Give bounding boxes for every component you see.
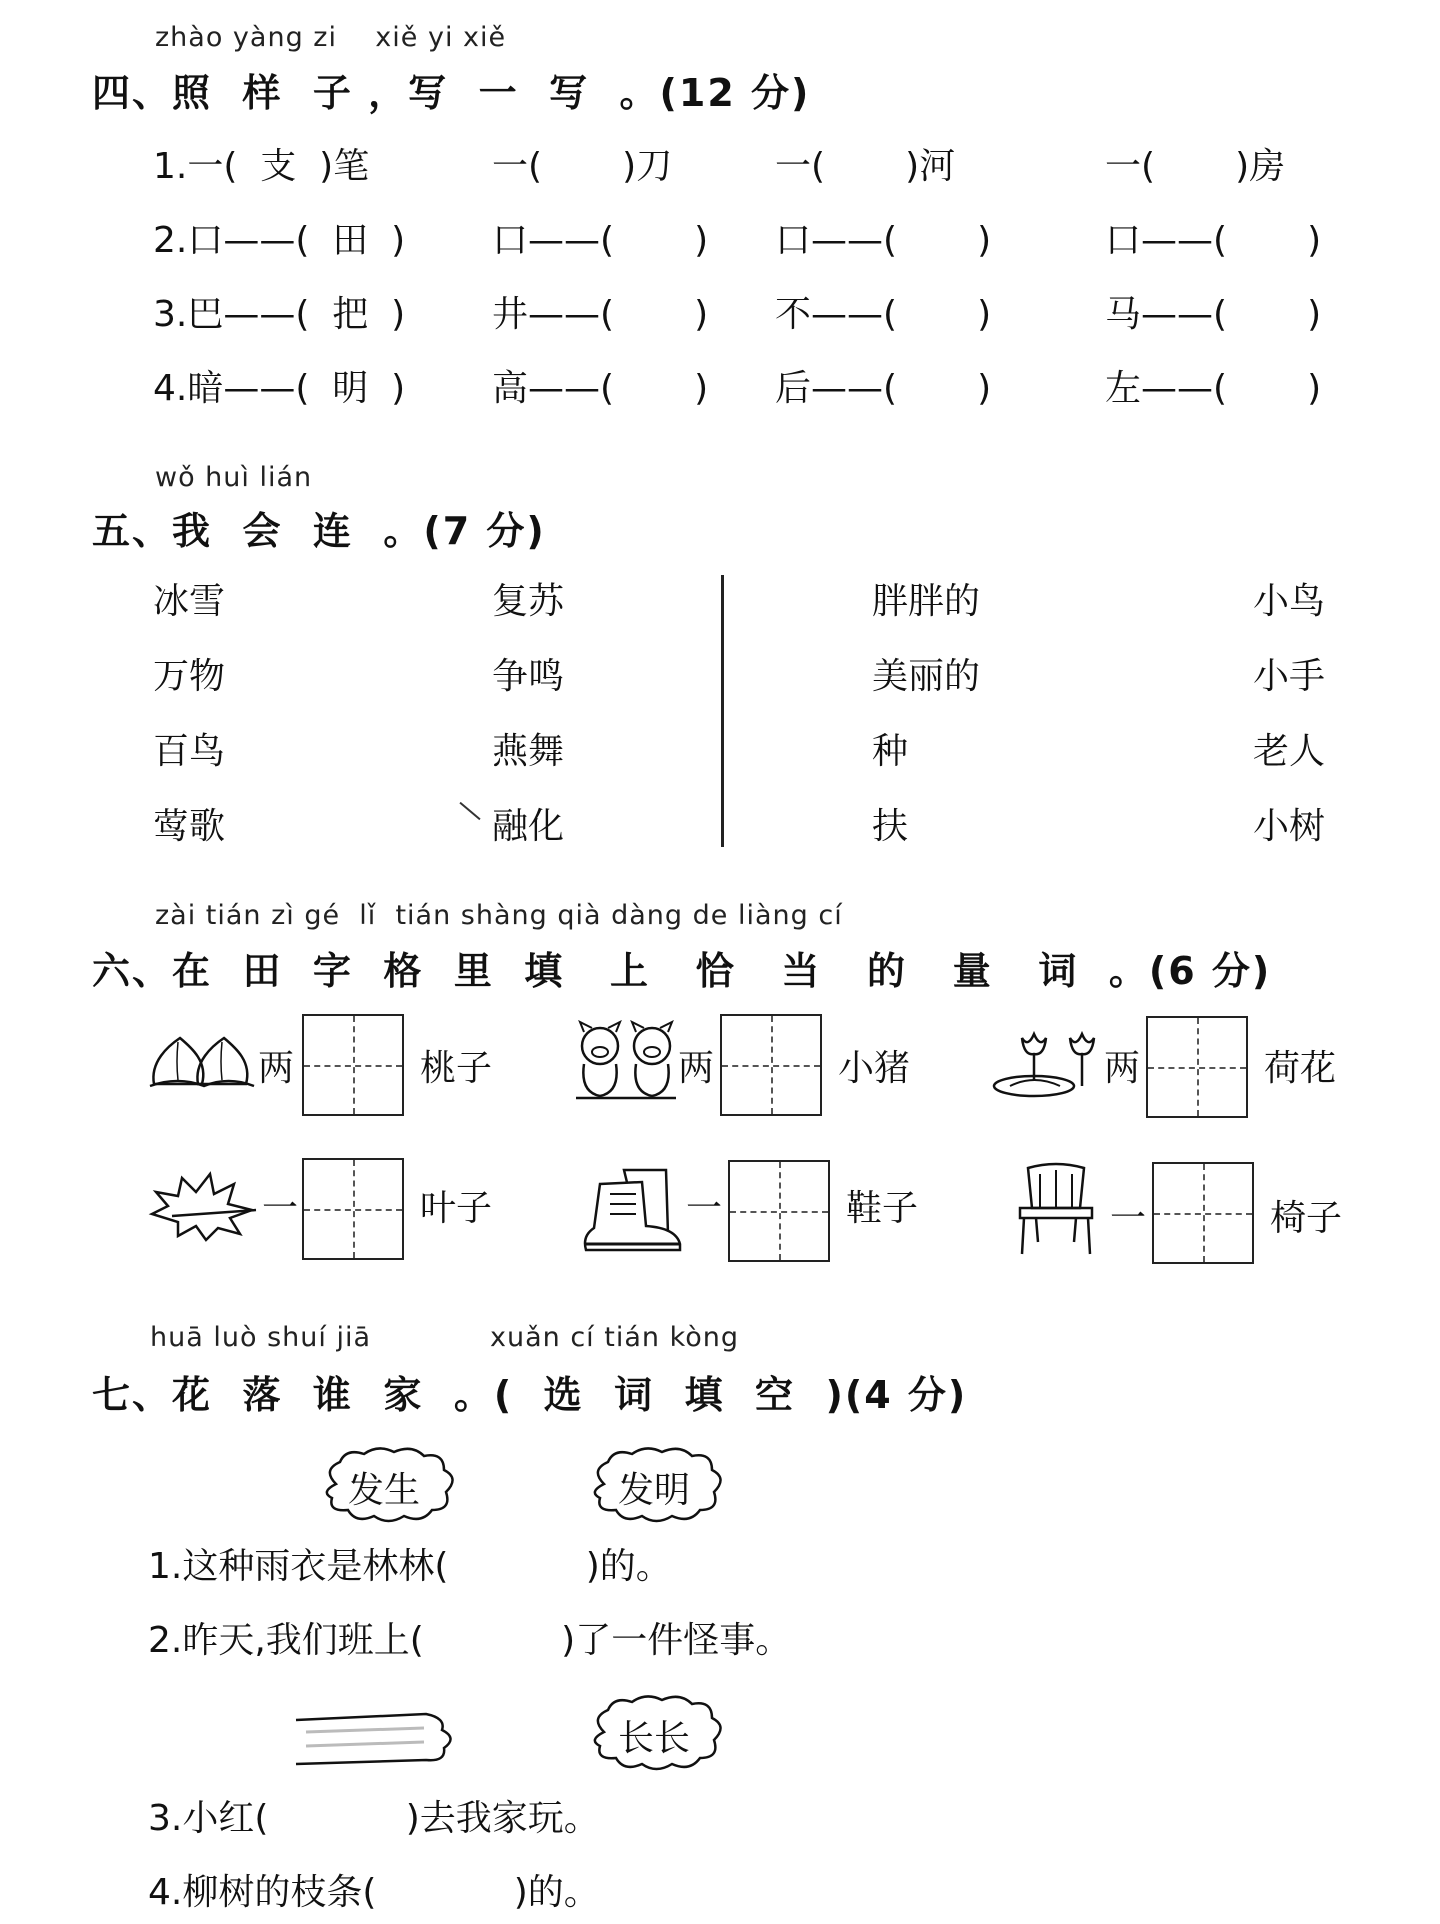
match-word[interactable]: 小树 — [1253, 806, 1326, 847]
column-divider — [721, 575, 724, 847]
measure-noun: 叶子 — [420, 1188, 493, 1229]
s4-pinyin: zhào yàng zi xiě yi xiě — [155, 22, 507, 53]
match-word[interactable]: 胖胖的 — [872, 581, 981, 622]
word-cloud[interactable] — [318, 1444, 462, 1526]
match-word[interactable]: 小手 — [1253, 656, 1326, 697]
shoes-icon — [580, 1164, 684, 1254]
match-word[interactable]: 冰雪 — [153, 581, 226, 622]
stray-mark — [459, 802, 480, 820]
s7-title: 七、花 落 谁 家 。( 选 词 填 空 )(4 分) — [92, 1373, 968, 1417]
s4-blank[interactable]: 口——( ) — [492, 220, 709, 261]
measure-prefix: 两 — [678, 1048, 715, 1089]
chair-icon — [1014, 1160, 1098, 1256]
match-word[interactable]: 万物 — [153, 656, 226, 697]
match-word[interactable]: 争鸣 — [492, 656, 565, 697]
fill-question[interactable]: 1.这种雨衣是林林( )的。 — [148, 1546, 672, 1587]
tianzige-box[interactable] — [720, 1014, 822, 1116]
s6-title: 六、在 田 字 格 里 填 上 恰 当 的 量 词 。(6 分) — [92, 949, 1272, 993]
s4-blank[interactable]: 高——( ) — [492, 368, 709, 409]
s4-blank[interactable]: 后——( ) — [775, 368, 992, 409]
measure-noun: 小猪 — [838, 1048, 911, 1089]
fill-question[interactable]: 4.柳树的枝条( )的。 — [148, 1872, 600, 1913]
s4-blank[interactable]: 一( )房 — [1105, 146, 1286, 187]
tianzige-box[interactable] — [302, 1014, 404, 1116]
cloud-shape-icon — [286, 1690, 462, 1772]
measure-prefix: 两 — [1104, 1048, 1141, 1089]
measure-prefix: 一 — [686, 1188, 723, 1229]
s7-pinyin-b: xuǎn cí tián kòng — [490, 1322, 740, 1353]
s4-blank[interactable]: 井——( ) — [492, 294, 709, 335]
match-word[interactable]: 美丽的 — [872, 656, 981, 697]
s4-blank[interactable]: 口——( ) — [1105, 220, 1322, 261]
s4-blank[interactable]: 左——( ) — [1105, 368, 1322, 409]
s4-example: 1.一( 支 )笔 — [153, 146, 370, 187]
tianzige-box[interactable] — [1146, 1016, 1248, 1118]
s4-blank[interactable]: 一( )刀 — [492, 146, 673, 187]
fill-question[interactable]: 2.昨天,我们班上( )了一件怪事。 — [148, 1620, 792, 1661]
word-cloud[interactable] — [286, 1690, 462, 1772]
tianzige-box[interactable] — [302, 1158, 404, 1260]
measure-noun: 荷花 — [1264, 1048, 1337, 1089]
cloud-word: 长长 — [618, 1718, 691, 1759]
match-word[interactable]: 老人 — [1253, 731, 1326, 772]
s4-blank[interactable]: 一( )河 — [775, 146, 956, 187]
word-cloud[interactable] — [586, 1692, 730, 1774]
measure-prefix: 一 — [262, 1188, 299, 1229]
cloud-word: 发生 — [348, 1470, 421, 1511]
measure-prefix: 一 — [1110, 1198, 1147, 1239]
match-word[interactable]: 莺歌 — [153, 806, 226, 847]
measure-prefix: 两 — [258, 1048, 295, 1089]
s4-blank[interactable]: 口——( ) — [775, 220, 992, 261]
s6-pinyin: zài tián zì gé lǐ tián shàng qià dàng de liàng cí — [155, 900, 843, 931]
lotus-icon — [990, 1030, 1102, 1100]
match-word[interactable]: 扶 — [872, 806, 909, 847]
s4-blank[interactable]: 马——( ) — [1105, 294, 1322, 335]
fill-question[interactable]: 3.小红( )去我家玩。 — [148, 1798, 600, 1839]
word-cloud[interactable] — [586, 1444, 730, 1526]
cloud-word: 发明 — [618, 1470, 691, 1511]
match-word[interactable]: 小鸟 — [1253, 581, 1326, 622]
s4-blank[interactable]: 不——( ) — [775, 294, 992, 335]
tianzige-box[interactable] — [728, 1160, 830, 1262]
s5-title: 五、我 会 连 。(7 分) — [92, 509, 546, 553]
leaf-icon — [148, 1170, 260, 1242]
match-word[interactable]: 融化 — [492, 806, 565, 847]
measure-noun: 桃子 — [420, 1048, 493, 1089]
match-word[interactable]: 百鸟 — [153, 731, 226, 772]
tianzige-box[interactable] — [1152, 1162, 1254, 1264]
s4-title: 四、照 样 子 ，写 一 写 。(12 分) — [92, 71, 811, 115]
s5-pinyin: wǒ huì lián — [155, 462, 313, 493]
match-word[interactable]: 复苏 — [492, 581, 565, 622]
match-word[interactable]: 种 — [872, 731, 909, 772]
s7-pinyin-a: huā luò shuí jiā — [150, 1322, 371, 1353]
s4-example: 2.口——( 田 ) — [153, 220, 406, 261]
pigs-icon — [572, 1020, 682, 1102]
peaches-icon — [148, 1028, 258, 1090]
measure-noun: 鞋子 — [846, 1188, 919, 1229]
match-word[interactable]: 燕舞 — [492, 731, 565, 772]
s4-example: 4.暗——( 明 ) — [153, 368, 406, 409]
s4-example: 3.巴——( 把 ) — [153, 294, 406, 335]
measure-noun: 椅子 — [1270, 1198, 1343, 1239]
